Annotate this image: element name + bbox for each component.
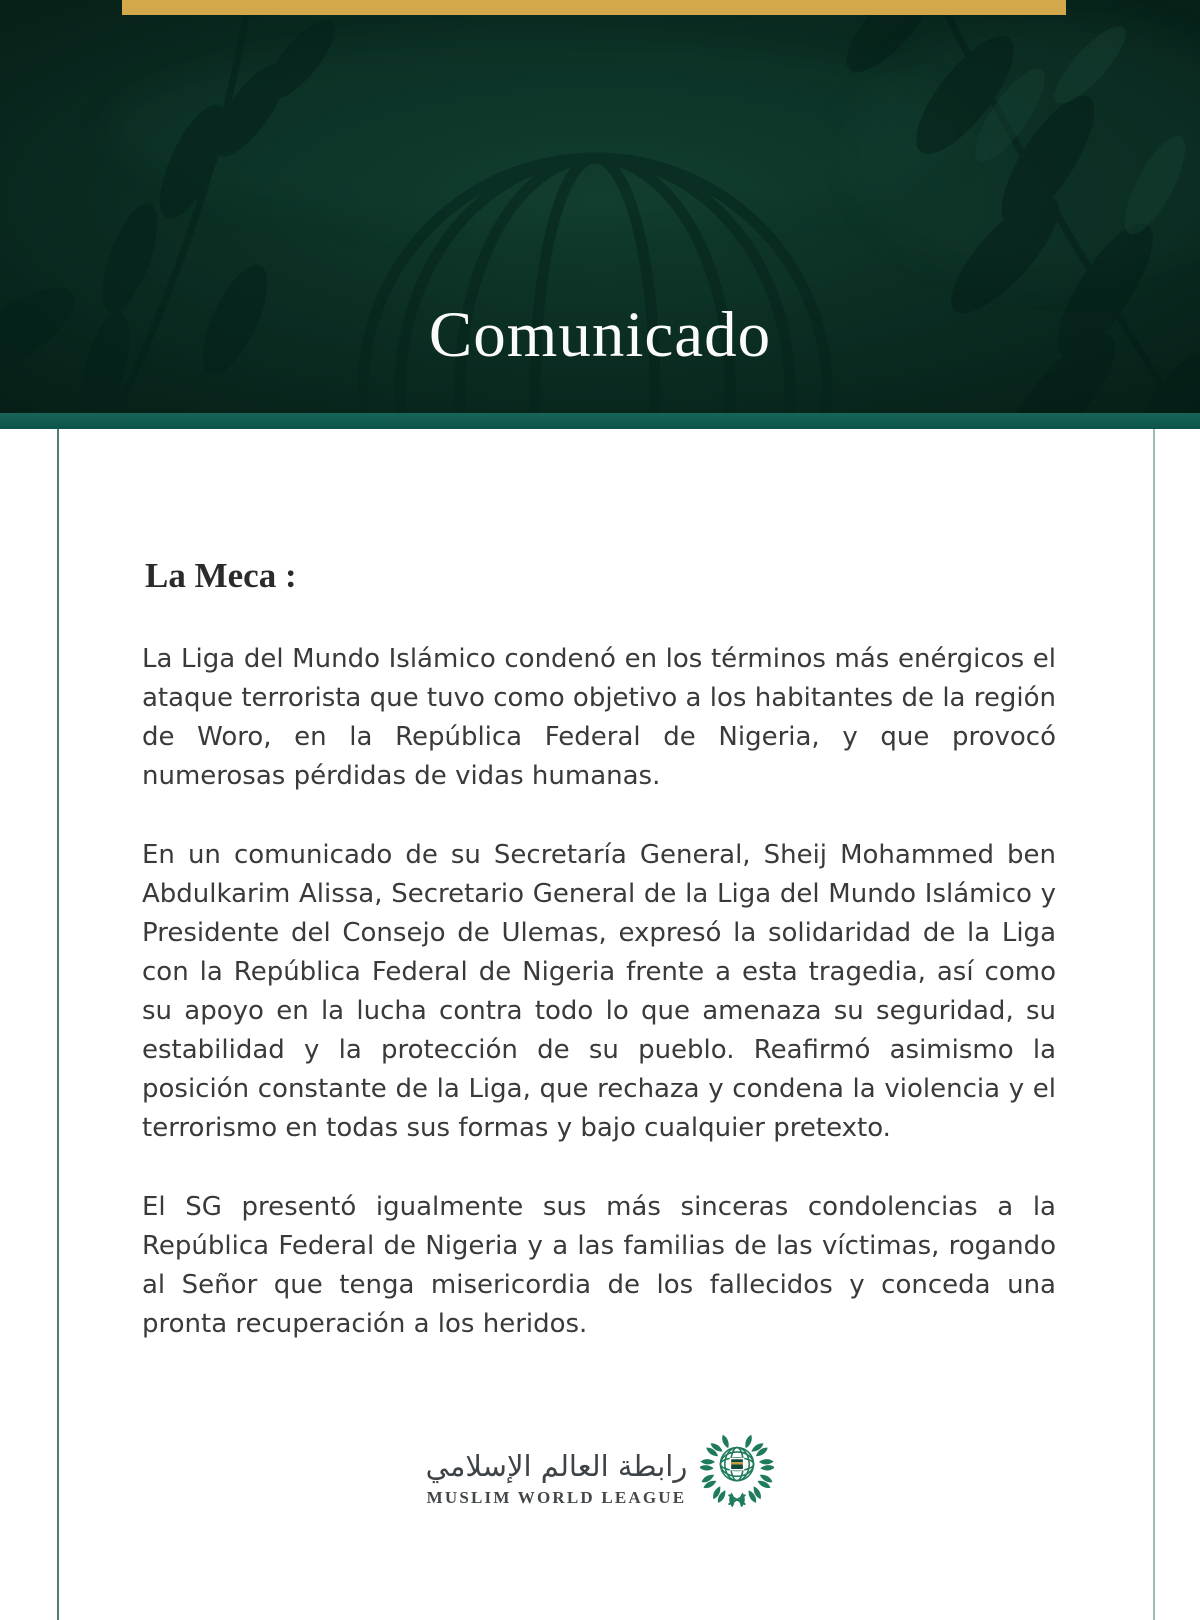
paragraph-3: El SG presentó igualmente sus más sinceras condolencias a la República Federal de Nigeria y a las familias de las víctimas, rogando al Señor que tenga misericordia de los fallecidos y conceda una pronta recuperación a los heridos. xyxy=(142,1192,1056,1339)
dateline-heading: La Meca : xyxy=(145,556,297,595)
communique-body xyxy=(142,640,1056,1344)
paragraph-1: La Liga del Mundo Islámico condenó en los términos más enérgicos el ataque terrorista que tuvo como objetivo a los habitantes de la región de Woro, en la República Federal de Nigeria, y que provocó numerosas pérdidas de vidas humanas. xyxy=(142,644,1056,791)
header-banner xyxy=(0,0,1200,413)
teal-divider-band xyxy=(0,413,1200,429)
paragraph-2: En un comunicado de su Secretaría General, Sheij Mohammed ben Abdulkarim Alissa, Secretario General de la Liga del Mundo Islámico y Presidente del Consejo de Ulemas, expresó la solidaridad de la Liga con la República Federal de Nigeria frente a esta tragedia, así como su apoyo en la lucha contra todo lo que amenaza su seguridad, su estabilidad y la protección de su pueblo. Reafirmó asimismo la posición constante de la Liga, que rechaza y condena la violencia y el terrorismo en todas sus formas y bajo cualquier pretexto. xyxy=(142,840,1056,1143)
mwl-wreath-globe-icon xyxy=(700,1430,774,1508)
mwl-logo xyxy=(0,1430,1200,1508)
mwl-logo-text xyxy=(426,1448,688,1508)
mwl-english-name: MUSLIM WORLD LEAGUE xyxy=(426,1488,687,1507)
page-title: Comunicado xyxy=(428,299,772,371)
mwl-arabic-calligraphy: رابطة العالم الإسلامي xyxy=(425,1448,688,1483)
gold-accent-bar xyxy=(122,0,1066,15)
